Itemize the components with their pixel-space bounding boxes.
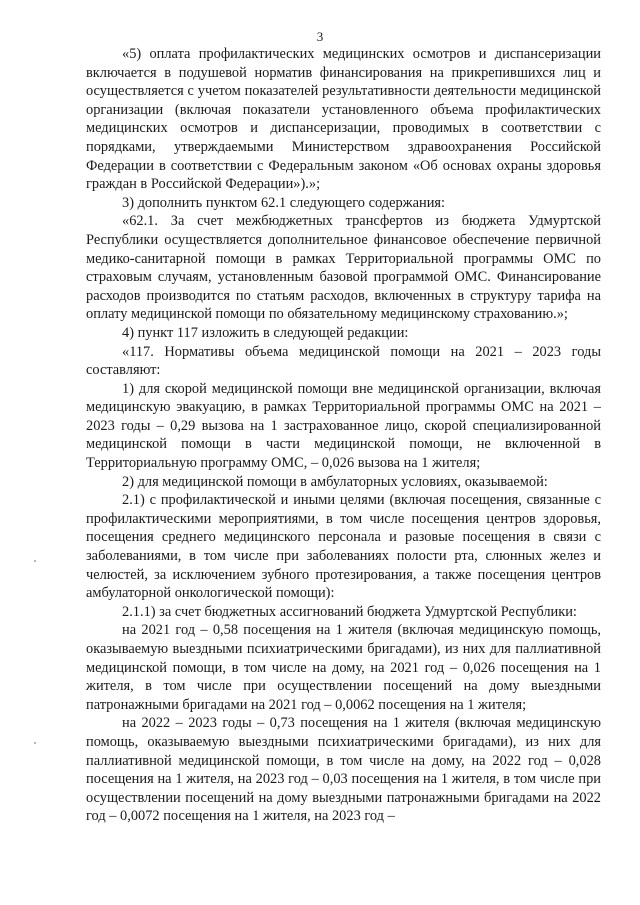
paragraph: «117. Нормативы объема медицинской помощи на 2021 – 2023 годы составляют:	[86, 343, 601, 379]
paragraph: «62.1. За счет межбюджетных трансфертов из бюджета Удмуртской Республики осуществляется дополнительное финансовое обеспечение первичной медико-санитарной помощи в рамках Территориальной программы ОМС по страховым случаям, установленным базовой программой ОМС. Финансирование расходов производится по статьям расходов, включенных в структуру тарифа на оплату медицинской помощи по обязательному медицинскому страхованию.»;	[86, 213, 601, 323]
paragraph: 2) для медицинской помощи в амбулаторных условиях, оказываемой:	[122, 473, 548, 490]
paragraph: 2.1) с профилактической и иными целями (включая посещения, связанные с профилактическими мероприятиями, в том числе посещения центров здоровья, посещения среднего медицинского персонала и разовые посещения в связи с заболеваниями, в том числе при заболеваниях полости рта, слюнных желез и челюстей, за исключением зубного протезирования, а также посещения центров амбулаторной онкологической помощи):	[86, 492, 601, 602]
paragraph: 1) для скорой медицинской помощи вне медицинской организации, включая медицинскую эвакуацию, в рамках Территориальной программы ОМС на 2021 – 2023 годы – 0,29 вызова на 1 застрахованное лицо, скорой специализированной медицинской помощи в части медицинской помощи, не включенной в Территориальную программу ОМС, – 0,026 вызова на 1 жителя;	[86, 380, 601, 472]
paragraph: 4) пункт 117 изложить в следующей редакции:	[122, 324, 409, 341]
margin-mark	[34, 560, 36, 562]
paragraph: 2.1.1) за счет бюджетных ассигнований бюджета Удмуртской Республики:	[122, 603, 577, 620]
margin-mark	[34, 742, 36, 744]
page-number: 3	[316, 29, 324, 44]
document-body	[86, 45, 601, 826]
paragraph: на 2021 год – 0,58 посещения на 1 жителя (включая медицинскую помощь, оказываемую выездными психиатрическими бригадами), из них для паллиативной медицинской помощи, в том числе на дому, на 2021 год – 0,026 посещения на 1 жителя, в том числе при осуществлении посещений на дому выездными патронажными бригадами на 2021 год – 0,0062 посещения на 1 жителя;	[86, 622, 601, 713]
paragraph: на 2022 – 2023 годы – 0,73 посещения на 1 жителя (включая медицинскую помощь, оказываемую выездными психиатрическими бригадами), из них для паллиативной медицинской помощи, в том числе на дому, на 2022 год – 0,028 посещения на 1 жителя, на 2023 год – 0,03 посещения на 1 жителя, в том числе при осуществлении посещений на дому выездными патронажными бригадами на 2022 год – 0,0072 посещения на 1 жителя, на 2023 год –	[86, 715, 601, 825]
paragraph: 3) дополнить пунктом 62.1 следующего содержания:	[122, 194, 446, 211]
paragraph: «5) оплата профилактических медицинских осмотров и диспансеризации включается в подушевой норматив финансирования на прикрепившихся лиц и осуществляется с учетом показателей результативности деятельности медицинской организации (включая показатели установленного объема профилактических медицинских осмотров и диспансеризации, проводимых в соответствии с порядками, утверждаемыми Министерством здравоохранения Российской Федерации в соответствии с Федеральным законом «Об основах охраны здоровья граждан в Российской Федерации»).»;	[86, 46, 601, 193]
